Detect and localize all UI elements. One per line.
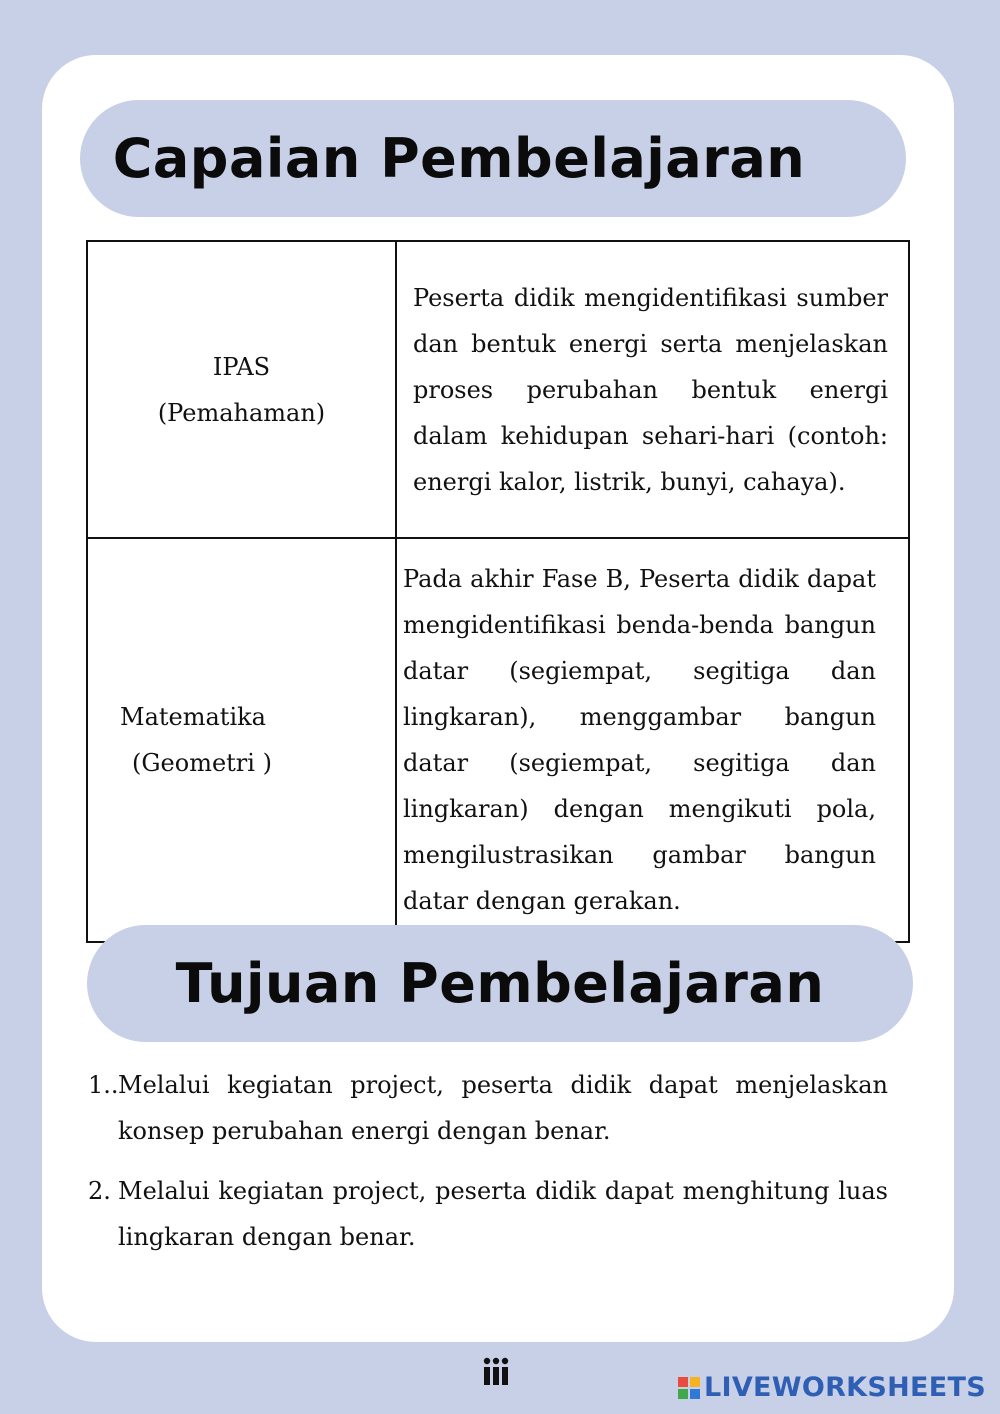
brand-cubes-icon bbox=[678, 1377, 700, 1399]
list-item bbox=[88, 1062, 888, 1154]
capaian-title: Capaian Pembelajaran bbox=[112, 127, 806, 190]
description-cell: Peserta didik mengidentifikasi sumber dan bentuk energi serta menjelaskan proses perubahan bentuk energi dalam kehidupan sehari-hari (contoh: energi kalor, listrik, bunyi, cahaya). bbox=[396, 241, 909, 538]
goal-text: Melalui kegiatan project, peserta didik dapat menjelaskan konsep perubahan energi dengan benar. bbox=[118, 1071, 888, 1145]
liveworksheets-brand[interactable] bbox=[678, 1372, 986, 1403]
subject-aspect: (Geometri ) bbox=[132, 749, 272, 777]
capaian-banner bbox=[80, 100, 906, 217]
capaian-table bbox=[86, 240, 910, 943]
brand-name: LIVEWORKSHEETS bbox=[703, 1372, 986, 1403]
subject-name: IPAS bbox=[212, 352, 271, 381]
list-item bbox=[88, 1168, 888, 1260]
table-row bbox=[87, 241, 909, 538]
subject-cell bbox=[87, 538, 396, 942]
liveworksheets-mark-icon bbox=[482, 1356, 510, 1386]
subject-cell bbox=[87, 241, 396, 538]
tujuan-banner bbox=[87, 925, 913, 1042]
subject-aspect: (Pemahaman) bbox=[157, 398, 326, 427]
goal-text: Melalui kegiatan project, peserta didik dapat menghitung luas lingkaran dengan benar. bbox=[118, 1177, 888, 1251]
table-row bbox=[87, 538, 909, 942]
goal-list bbox=[88, 1062, 888, 1274]
goal-number: 2. bbox=[88, 1177, 111, 1205]
subject-name: Matematika bbox=[120, 703, 266, 731]
description-cell: Pada akhir Fase B, Peserta didik dapat mengidentifikasi benda-benda bangun datar (segiempat, segitiga dan lingkaran), menggambar bangun datar (segiempat, segitiga dan lingkaran) dengan mengikuti pola, mengilustrasikan gambar bangun datar dengan gerakan. bbox=[396, 538, 909, 942]
goal-number: 1.. bbox=[88, 1071, 119, 1099]
tujuan-title: Tujuan Pembelajaran bbox=[175, 952, 825, 1015]
